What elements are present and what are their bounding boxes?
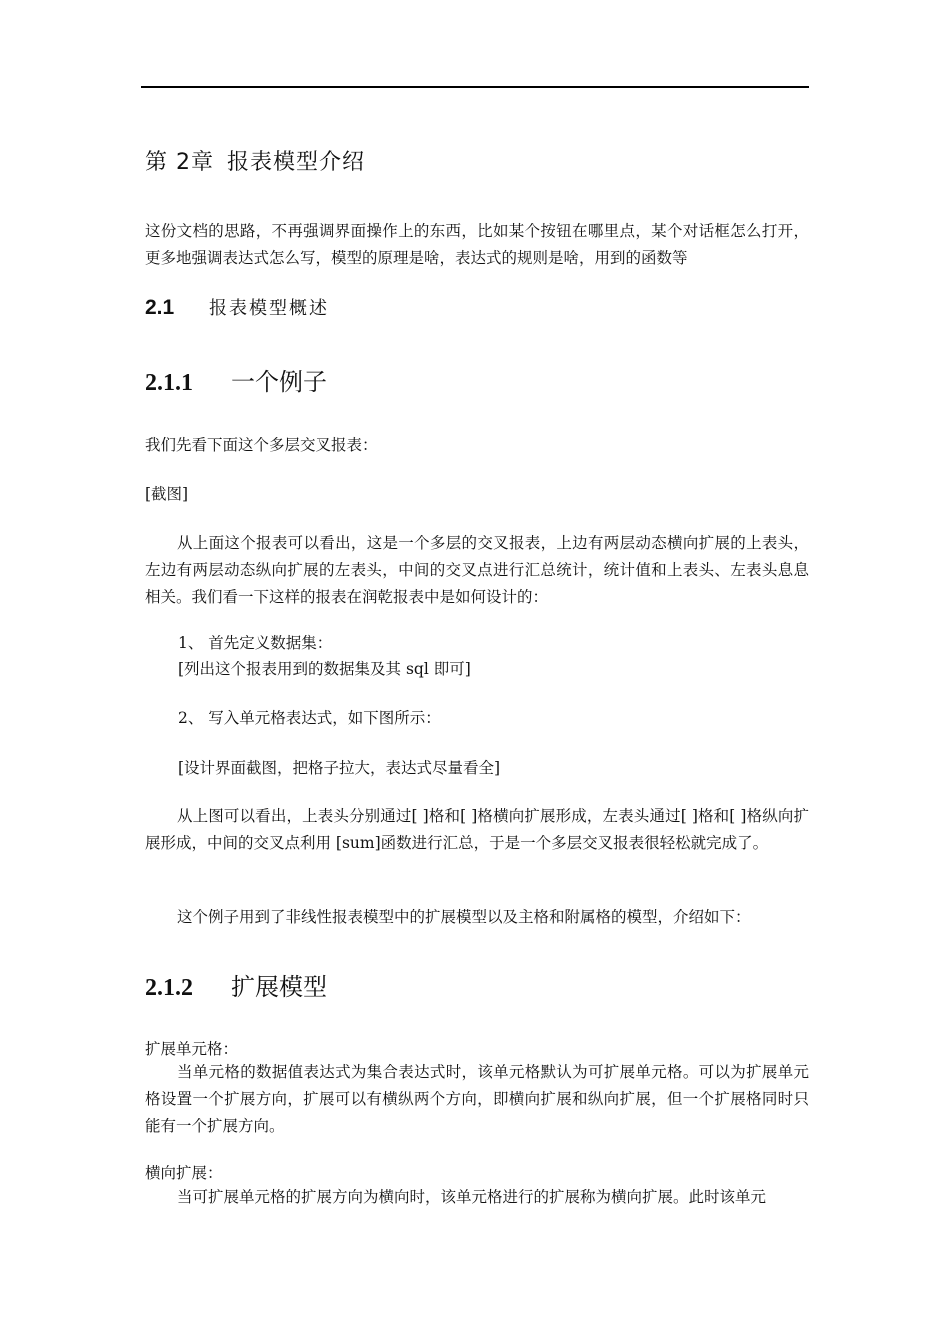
step-2-note: [设计界面截图，把格子拉大，表达式尽量看全] [178,759,501,777]
chapter-heading [145,145,365,176]
section-heading [145,294,329,320]
observe-paragraph: 从上面这个报表可以看出，这是一个多层的交叉报表，上边有两层动态横向扩展的上表头，左边有两层动态纵向扩展的左表头，中间的交叉点进行汇总统计，统计值和上表头、左表头息息相关。我们看一下这样的报表在润乾报表中是如何设计的： [145,534,809,606]
header-rule [141,86,809,88]
example-intro: 我们先看下面这个多层交叉报表： [145,436,378,454]
section-number: 2.1 [145,296,175,319]
subsection-title: 扩展模型 [231,973,327,1001]
expand-cell-label: 扩展单元格： [145,1040,239,1058]
intro-paragraph: 这份文档的思路，不再强调界面操作上的东西，比如某个按钮在哪里点，某个对话框怎么打开，更多地强调表达式怎么写，模型的原理是啥，表达式的规则是啥，用到的函数等 [145,222,809,267]
chapter-label: 第 2章 [145,150,214,175]
horizontal-label: 横向扩展： [145,1164,223,1182]
screenshot-placeholder: [截图] [145,485,189,503]
expand-cell-paragraph: 当单元格的数据值表达式为集合表达式时，该单元格默认为可扩展单元格。可以为扩展单元格设置一个扩展方向，扩展可以有横纵两个方向，即横向扩展和纵向扩展，但一个扩展格同时只能有一个扩展方向。 [145,1063,809,1135]
subsection-heading-expand [145,967,327,1002]
subsection-heading-example [145,362,327,397]
subsection-number: 2.1.2 [145,975,193,1001]
section-title: 报表模型概述 [209,298,329,319]
subsection-number: 2.1.1 [145,370,193,396]
horizontal-paragraph: 当可扩展单元格的扩展方向为横向时，该单元格进行的扩展称为横向扩展。此时该单元 [177,1188,767,1206]
step-1: 1、 首先定义数据集： [178,634,333,652]
subsection-title: 一个例子 [231,368,327,396]
chapter-title: 报表模型介绍 [227,150,366,175]
result-paragraph: 从上图可以看出，上表头分别通过[ ]格和[ ]格横向扩展形成，左表头通过[ ]格和[ ]格纵向扩展形成，中间的交叉点利用 [sum]函数进行汇总，于是一个多层交叉报表很轻松就完成了。 [145,807,809,852]
models-paragraph: 这个例子用到了非线性报表模型中的扩展模型以及主格和附属格的模型，介绍如下： [177,908,751,926]
step-1-note: [列出这个报表用到的数据集及其 sql 即可] [178,660,471,678]
step-2: 2、 写入单元格表达式，如下图所示： [178,709,441,727]
